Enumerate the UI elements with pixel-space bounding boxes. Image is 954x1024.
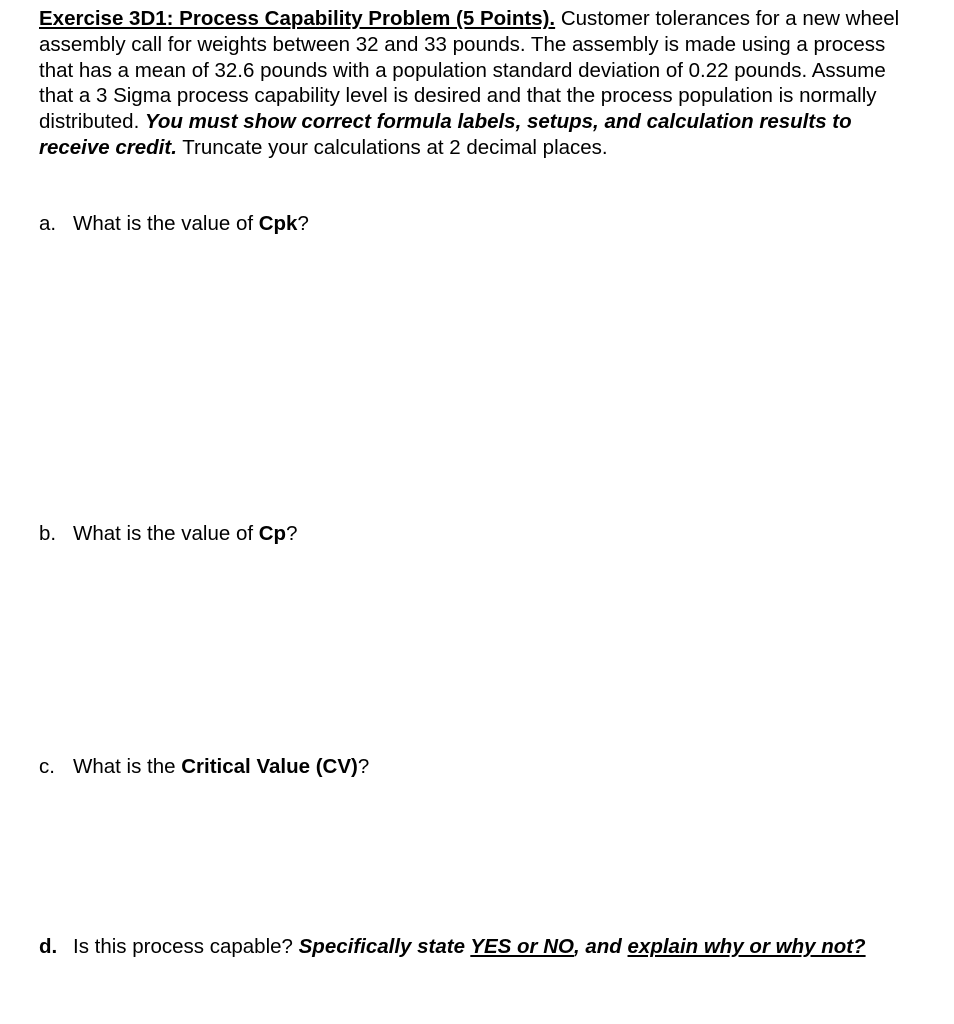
question-b-term: Cp	[258, 522, 287, 545]
question-a-text	[73, 211, 919, 237]
exercise-intro	[39, 6, 919, 161]
question-b-letter: b.	[39, 522, 57, 545]
intro-text-part-1: Customer tolerances for a new wheel assembly call for weights between 32 and 33 pounds. The assembly is made using a process that has a mean of 32.6 pounds with a population standard deviation of 0.22 pounds. Assume that a 3 Sigma process capability level is desired and that the process population is normally distributed.	[39, 7, 900, 134]
question-b-prefix: What is the value of	[73, 522, 259, 545]
question-b-text	[73, 521, 919, 547]
answer-space-a	[39, 245, 919, 505]
question-d-yes-no: YES or NO	[470, 935, 574, 958]
question-a-term: Cpk	[258, 212, 298, 235]
credit-instruction: You must show correct formula labels, setups, and calculation results to receive credit.	[39, 110, 852, 159]
question-d-emphasis-1: Specifically state	[298, 935, 471, 958]
question-a	[39, 211, 919, 237]
question-b-suffix: ?	[286, 522, 298, 545]
intro-text-part-2: Truncate your calculations at 2 decimal places.	[176, 135, 608, 159]
question-c-prefix: What is the	[73, 755, 182, 778]
answer-space-c	[39, 788, 919, 918]
question-c-suffix: ?	[357, 755, 370, 778]
question-d-emphasis-2: , and	[573, 935, 628, 958]
question-b	[39, 521, 919, 547]
question-d	[39, 934, 919, 960]
question-c-text	[73, 754, 919, 780]
question-c-term: Critical Value (CV)	[181, 755, 358, 778]
question-c	[39, 754, 919, 780]
answer-space-b	[39, 555, 919, 745]
question-c-letter: c.	[39, 755, 55, 778]
question-d-prefix: Is this process capable?	[73, 935, 299, 958]
question-a-letter: a.	[39, 212, 57, 235]
question-a-prefix: What is the value of	[73, 212, 259, 235]
question-a-suffix: ?	[297, 212, 309, 235]
exercise-title: Exercise 3D1: Process Capability Problem (5 Points).	[39, 7, 556, 30]
question-d-letter: d.	[39, 935, 58, 958]
question-d-text	[73, 934, 919, 960]
question-d-explain: explain why or why not?	[627, 935, 866, 958]
